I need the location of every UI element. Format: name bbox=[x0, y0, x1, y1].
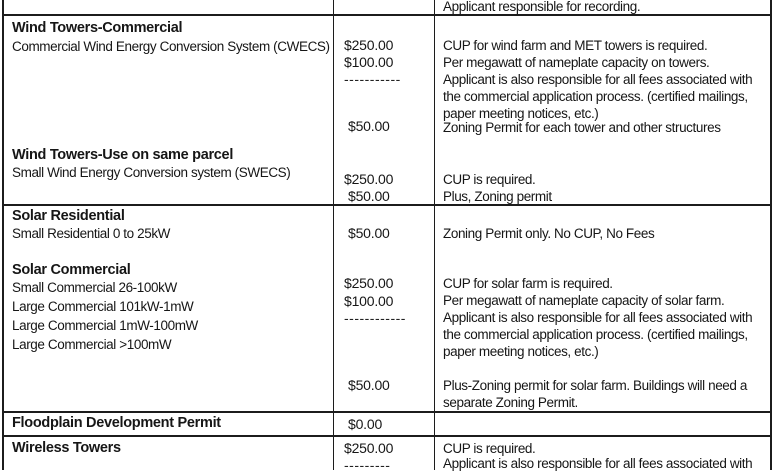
note-line: Applicant is also responsible for all fees associated with bbox=[443, 456, 753, 471]
fee-amount: $250.00 bbox=[344, 37, 394, 53]
note-line: Plus-Zoning permit for solar farm. Buildings will need a bbox=[443, 378, 747, 393]
note-line: the commercial application process. (certified mailings, bbox=[443, 89, 748, 104]
note-line: separate Zoning Permit. bbox=[443, 395, 578, 410]
line-item: Large Commercial 1mW-100mW bbox=[12, 318, 198, 333]
note-line: CUP for wind farm and MET towers is required. bbox=[443, 38, 708, 53]
fee-divider: --------- bbox=[344, 457, 391, 473]
fee-amount: $50.00 bbox=[348, 225, 390, 241]
fee-amount: $250.00 bbox=[344, 171, 394, 187]
note-line: Applicant is also responsible for all fees associated with bbox=[443, 72, 753, 87]
fee-amount: $250.00 bbox=[344, 275, 394, 291]
section-header: Wireless Towers bbox=[12, 440, 121, 456]
description-cell bbox=[4, 437, 334, 470]
fee-cell bbox=[334, 0, 435, 14]
note-line: Applicant is also responsible for all fees associated with bbox=[443, 310, 753, 325]
line-item: Small Residential 0 to 25kW bbox=[12, 226, 171, 241]
fee-amount: $50.00 bbox=[348, 377, 390, 393]
notes-cell bbox=[435, 413, 770, 435]
fee-amount: $100.00 bbox=[344, 54, 394, 70]
line-item: Small Commercial 26-100kW bbox=[12, 280, 177, 295]
fee-amount: $100.00 bbox=[344, 293, 394, 309]
section-header: Wind Towers-Commercial bbox=[12, 20, 183, 36]
notes-cell bbox=[435, 0, 770, 14]
fee-amount: $0.00 bbox=[348, 416, 383, 432]
notes-cell bbox=[435, 437, 770, 470]
note-line: paper meeting notices, etc.) bbox=[443, 106, 599, 121]
line-item: Large Commercial >100mW bbox=[12, 337, 172, 352]
fee-cell bbox=[334, 437, 435, 473]
section-header: Solar Commercial bbox=[12, 262, 131, 278]
row-wireless-towers bbox=[4, 437, 770, 473]
fee-amount: $250.00 bbox=[344, 440, 394, 456]
row-solar bbox=[4, 206, 770, 413]
note-line: Zoning Permit only. No CUP, No Fees bbox=[443, 226, 655, 241]
row-recording-fee bbox=[4, 0, 770, 16]
note-line: Per megawatt of nameplate capacity of solar farm. bbox=[443, 293, 725, 308]
section-header: Wind Towers-Use on same parcel bbox=[12, 147, 234, 163]
line-item: Commercial Wind Energy Conversion System (CWECS) bbox=[12, 39, 330, 54]
note-line: Zoning Permit for each tower and other structures bbox=[443, 120, 721, 135]
line-item: Small Wind Energy Conversion system (SWECS) bbox=[12, 165, 291, 180]
note-line: the commercial application process. (certified mailings, bbox=[443, 327, 748, 342]
fee-schedule-table bbox=[2, 0, 772, 473]
note-line: CUP is required. bbox=[443, 441, 536, 456]
row-floodplain bbox=[4, 413, 770, 437]
note-line: Plus, Zoning permit bbox=[443, 189, 552, 204]
fee-amount: $50.00 bbox=[348, 188, 390, 204]
line-item: Large Commercial 101kW-1mW bbox=[12, 299, 194, 314]
note-line: Applicant responsible for recording. bbox=[443, 0, 641, 14]
description-cell bbox=[4, 16, 334, 204]
description-cell bbox=[4, 206, 334, 411]
fee-divider: ----------- bbox=[344, 71, 401, 87]
fee-cell bbox=[334, 206, 435, 411]
note-line: paper meeting notices, etc.) bbox=[443, 344, 599, 359]
note-line: Per megawatt of nameplate capacity on towers. bbox=[443, 55, 710, 70]
description-cell bbox=[4, 413, 334, 435]
notes-cell bbox=[435, 16, 770, 204]
note-line: CUP for solar farm is required. bbox=[443, 276, 613, 291]
fee-divider: ------------ bbox=[344, 310, 406, 326]
fee-cell bbox=[334, 16, 435, 204]
section-header: Floodplain Development Permit bbox=[12, 415, 221, 431]
description-cell bbox=[4, 0, 334, 14]
row-wind-towers bbox=[4, 16, 770, 206]
section-header: Solar Residential bbox=[12, 208, 125, 224]
fee-amount: $50.00 bbox=[348, 118, 390, 134]
notes-cell bbox=[435, 206, 770, 411]
fee-cell bbox=[334, 413, 435, 435]
note-line: CUP is required. bbox=[443, 172, 536, 187]
